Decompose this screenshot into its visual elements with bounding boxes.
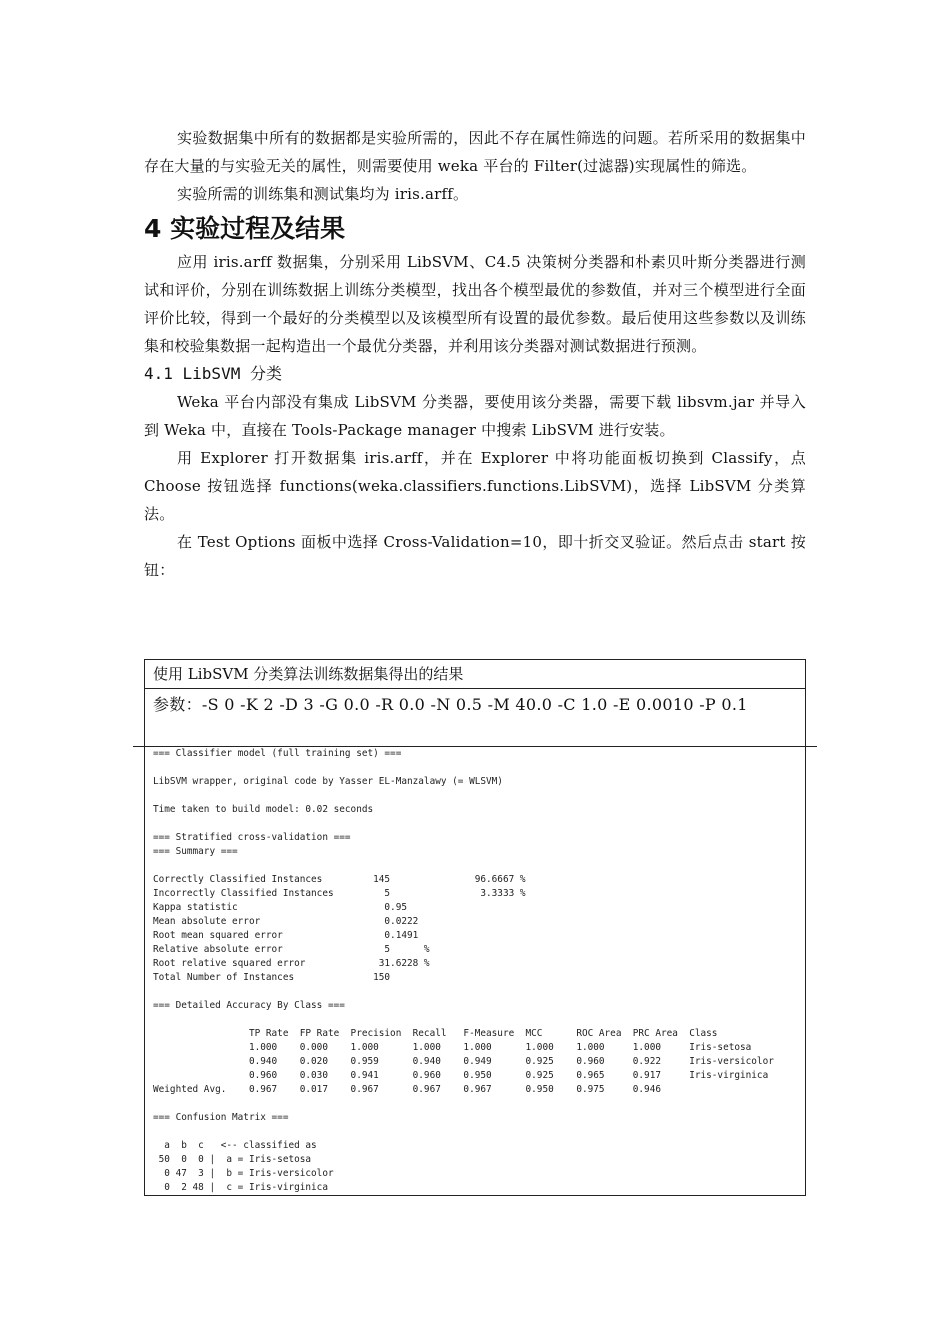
paragraph-attribute-filter: 实验数据集中所有的数据都是实验所需的，因此不存在属性筛选的问题。若所采用的数据集中存在大量的与实验无关的属性，则需要使用 weka 平台的 Filter(过滤器)实现属性的筛选。: [144, 129, 806, 175]
paragraph-libsvm-install: Weka 平台内部没有集成 LibSVM 分类器，要使用该分类器，需要下载 libsvm.jar 并导入到 Weka 中，直接在 Tools-Package manager 中搜索 LibSVM 进行安装。: [144, 393, 806, 439]
section-heading: 4 实验过程及结果: [144, 214, 346, 243]
paragraph-explorer-usage: 用 Explorer 打开数据集 iris.arff，并在 Explorer 中将功能面板切换到 Classify，点 Choose 按钮选择 functions(weka.classifiers.functions.LibSVM)，选择 LibSVM 分类算法。: [144, 449, 806, 523]
paragraph-test-options: 在 Test Options 面板中选择 Cross-Validation=10，即十折交叉验证。然后点击 start 按钮：: [144, 533, 806, 579]
result-box-params: 参数：-S 0 -K 2 -D 3 -G 0.0 -R 0.0 -N 0.5 -M 40.0 -C 1.0 -E 0.0010 -P 0.1: [153, 695, 748, 714]
weka-output-screenshot: [133, 746, 817, 1195]
subsection-heading: 4.1 LibSVM 分类: [144, 364, 282, 383]
document-body: [144, 124, 806, 584]
paragraph-dataset: 实验所需的训练集和测试集均为 iris.arff。: [177, 185, 469, 203]
result-box-title: 使用 LibSVM 分类算法训练数据集得出的结果: [145, 660, 805, 689]
paragraph-experiment-overview: 应用 iris.arff 数据集，分别采用 LibSVM、C4.5 决策树分类器和朴素贝叶斯分类器进行测试和评价，分别在训练数据上训练分类模型，找出各个模型最优的参数值，并对三个模型进行全面评价比较，得到一个最好的分类模型以及该模型所有设置的最优参数。最后使用这些参数以及训练集和校验集数据一起构造出一个最优分类器，并利用该分类器对测试数据进行预测。: [144, 253, 806, 355]
weka-output-text: === Classifier model (full training set) === LibSVM wrapper, original code by Yasser EL-Manzalawy (= WLSVM) Time taken to build model: 0.02 seconds === Stratified cross-validation === === Summary === Correctly Classified Instances 145 96.6667 % Incorrectly Classified Instances 5 3.3333 % Kappa statistic 0.95 Mean absolute error 0.0222 Root mean squared error 0.1491 Relative absolute error 5 % Root relative squared error 31.6228 % Total Number of Instances 150 === Detailed Accuracy By Class === TP Rate FP Rate Precision Recall F-Measure MCC ROC Area PRC Area Class 1.000 0.000 1.000 1.000 1.000 1.000 1.000 1.000 Iris-setosa 0.940 0.020 0.959 0.940 0.949 0.925 0.960 0.922 Iris-versicolor 0.960 0.030 0.941 0.960 0.950 0.925 0.965 0.917 Iris-virginica Weighted Avg. 0.967 0.017 0.967 0.967 0.967 0.950 0.975 0.946 === Confusion Matrix === a b c <-- classified as 50 0 0 | a = Iris-setosa 0 47 3 | b = Iris-versicolor 0 2 48 | c = Iris-virginica: [153, 748, 774, 1193]
result-box: [144, 659, 806, 1196]
